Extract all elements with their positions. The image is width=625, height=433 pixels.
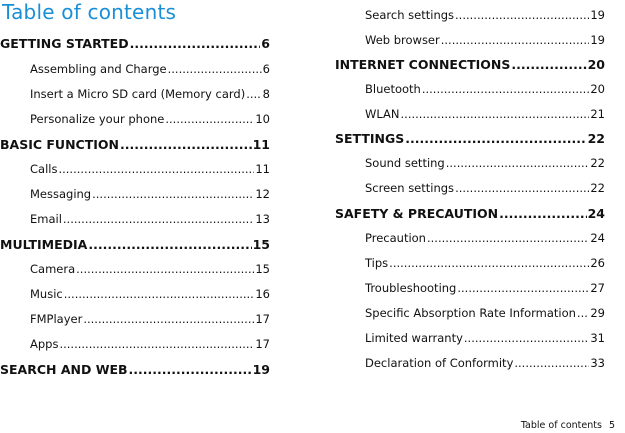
- toc-entry-title: Precaution: [365, 231, 426, 245]
- toc-dot-leader: [455, 181, 589, 195]
- toc-page-number: 10: [255, 112, 270, 126]
- toc-entry-title: SETTINGS: [335, 131, 405, 146]
- toc-entry[interactable]: [365, 356, 605, 370]
- toc-dot-leader: [63, 212, 254, 226]
- toc-page-number: 17: [255, 337, 270, 351]
- toc-page-number: 15: [252, 237, 270, 252]
- toc-entry-title: WLAN: [365, 107, 400, 121]
- toc-page-number: 8: [262, 87, 270, 101]
- toc-entry[interactable]: [30, 312, 270, 326]
- toc-dot-leader: [64, 287, 255, 301]
- toc-entry[interactable]: [30, 112, 270, 126]
- toc-page-number: 31: [590, 331, 605, 345]
- toc-dot-leader: [446, 156, 590, 170]
- toc-dot-leader: [441, 33, 590, 47]
- toc-dot-leader: [401, 107, 590, 121]
- toc-dot-leader: [422, 82, 590, 96]
- page-footer: [517, 420, 615, 431]
- toc-page-number: 12: [255, 187, 270, 201]
- toc-entry-title: Music: [30, 287, 63, 301]
- toc-dot-leader: [464, 331, 589, 345]
- toc-entry[interactable]: [365, 306, 605, 320]
- toc-entry[interactable]: [365, 331, 605, 345]
- toc-dot-leader: [165, 112, 254, 126]
- toc-dot-leader: [88, 237, 251, 252]
- toc-entry[interactable]: [365, 156, 605, 170]
- toc-entry-title: BASIC FUNCTION: [0, 137, 119, 152]
- toc-dot-leader: [514, 356, 589, 370]
- toc-page-number: 19: [590, 33, 605, 47]
- toc-entry-title: Assembling and Charge: [30, 62, 167, 76]
- toc-dot-leader: [499, 206, 586, 221]
- toc-dot-leader: [58, 162, 254, 176]
- toc-dot-leader: [457, 281, 589, 295]
- toc-entry[interactable]: [365, 281, 605, 295]
- toc-section-heading[interactable]: [335, 206, 605, 221]
- toc-dot-leader: [76, 262, 254, 276]
- toc-entry[interactable]: [365, 256, 605, 270]
- toc-section-heading[interactable]: [0, 137, 270, 152]
- toc-entry-title: Troubleshooting: [365, 281, 457, 295]
- toc-entry-title: GETTING STARTED: [0, 36, 129, 51]
- toc-page-number: 29: [590, 306, 605, 320]
- toc-entry-title: Specific Absorption Rate Information: [365, 306, 576, 320]
- toc-page-number: 19: [590, 8, 605, 22]
- toc-entry[interactable]: [30, 187, 270, 201]
- toc-dot-leader: [427, 231, 589, 245]
- toc-entry-title: SEARCH AND WEB: [0, 362, 128, 377]
- toc-page-number: 19: [252, 362, 270, 377]
- toc-entry[interactable]: [365, 231, 605, 245]
- toc-page-number: 22: [590, 156, 605, 170]
- toc-page-number: 22: [590, 181, 605, 195]
- toc-entry[interactable]: [365, 8, 605, 22]
- toc-page-number: 13: [255, 212, 270, 226]
- toc-entry-title: Declaration of Conformity: [365, 356, 514, 370]
- toc-entry-title: MULTIMEDIA: [0, 237, 88, 252]
- toc-page-number: 6: [262, 62, 270, 76]
- toc-entry[interactable]: [30, 337, 270, 351]
- toc-entry[interactable]: [30, 62, 270, 76]
- toc-page-number: 27: [590, 281, 605, 295]
- toc-dot-leader: [389, 256, 589, 270]
- toc-section-heading[interactable]: [0, 362, 270, 377]
- toc-entry[interactable]: [365, 82, 605, 96]
- toc-section-heading[interactable]: [335, 57, 605, 72]
- toc-entry-title: Email: [30, 212, 62, 226]
- toc-dot-leader: [405, 131, 586, 146]
- toc-entry-title: Camera: [30, 262, 76, 276]
- footer-page-number: 5: [608, 420, 615, 431]
- toc-entry-title: Calls: [30, 162, 58, 176]
- toc-page-number: 24: [590, 231, 605, 245]
- toc-section-heading[interactable]: [0, 237, 270, 252]
- toc-entry-title: INTERNET CONNECTIONS: [335, 57, 511, 72]
- toc-entry-title: Bluetooth: [365, 82, 421, 96]
- toc-dot-leader: [455, 8, 589, 22]
- toc-entry-title: Search settings: [365, 8, 455, 22]
- toc-entry-title: Limited warranty: [365, 331, 463, 345]
- toc-entry-title: Insert a Micro SD card (Memory card): [30, 87, 246, 101]
- toc-dot-leader: [92, 187, 254, 201]
- toc-dot-leader: [83, 312, 254, 326]
- toc-dot-leader: [59, 337, 254, 351]
- toc-entry[interactable]: [365, 181, 605, 195]
- toc-dot-leader: [577, 306, 589, 320]
- toc-entry-title: Personalize your phone: [30, 112, 165, 126]
- toc-dot-leader: [168, 62, 262, 76]
- page-title: Table of contents: [2, 0, 177, 24]
- toc-entry-title: Apps: [30, 337, 59, 351]
- toc-entry-title: Sound setting: [365, 156, 445, 170]
- toc-dot-leader: [120, 137, 252, 152]
- toc-page-number: 20: [590, 82, 605, 96]
- toc-page-number: 16: [255, 287, 270, 301]
- toc-dot-leader: [246, 87, 261, 101]
- toc-entry-title: FMPlayer: [30, 312, 83, 326]
- toc-page-number: 17: [255, 312, 270, 326]
- toc-page-number: 20: [587, 57, 605, 72]
- footer-label: Table of contents: [520, 420, 602, 431]
- toc-entry-title: Screen settings: [365, 181, 455, 195]
- toc-page-number: 11: [252, 137, 270, 152]
- toc-entry-title: SAFETY & PRECAUTION: [335, 206, 499, 221]
- toc-dot-leader: [129, 362, 252, 377]
- toc-page-number: 24: [587, 206, 605, 221]
- toc-page-number: 15: [255, 262, 270, 276]
- toc-entry[interactable]: [30, 87, 270, 101]
- toc-entry[interactable]: [30, 287, 270, 301]
- toc-page-number: 33: [590, 356, 605, 370]
- toc-entry[interactable]: [30, 262, 270, 276]
- toc-section-heading[interactable]: [335, 131, 605, 146]
- toc-page-number: 6: [261, 36, 270, 51]
- toc-entry-title: Web browser: [365, 33, 440, 47]
- toc-entry[interactable]: [365, 33, 605, 47]
- toc-page-number: 26: [590, 256, 605, 270]
- toc-section-heading[interactable]: [0, 36, 270, 51]
- toc-dot-leader: [130, 36, 261, 51]
- toc-page-number: 11: [255, 162, 270, 176]
- toc-entry[interactable]: [30, 162, 270, 176]
- toc-dot-leader: [511, 57, 586, 72]
- toc-page-number: 21: [590, 107, 605, 121]
- toc-page-number: 22: [587, 131, 605, 146]
- toc-entry-title: Messaging: [30, 187, 92, 201]
- toc-entry[interactable]: [30, 212, 270, 226]
- toc-entry[interactable]: [365, 107, 605, 121]
- toc-entry-title: Tips: [365, 256, 389, 270]
